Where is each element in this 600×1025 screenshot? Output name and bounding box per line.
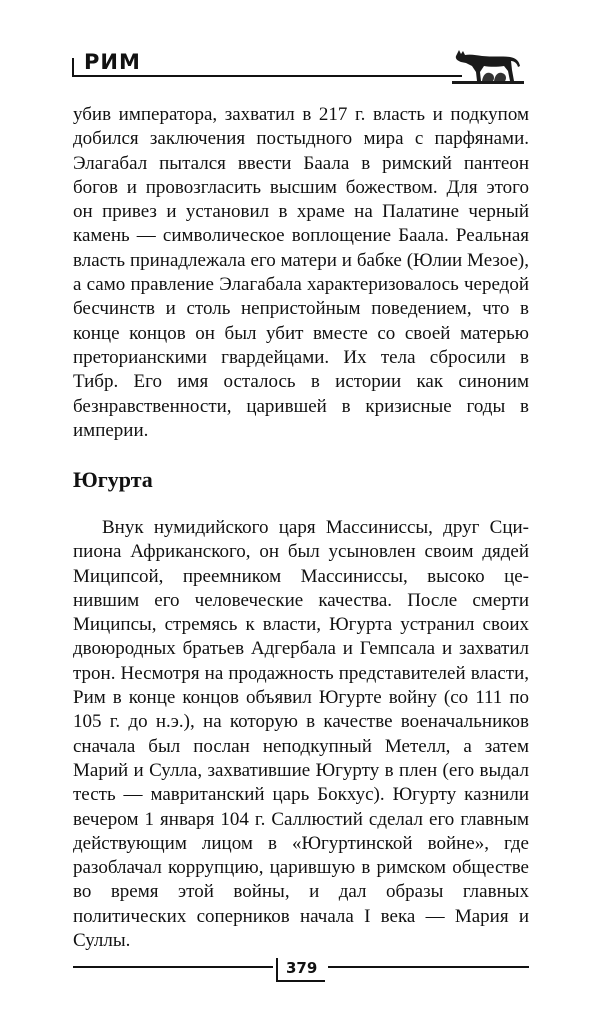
header-tick: [72, 58, 74, 76]
paragraph-text: убив императора, захватил в 217 г. власть и подкупом добился заключения постыдного мира с парфянами. Элагабал пытался ввести Баала в римский пантеон богов и провозгласить высшим божеством. Для этого он привез и установил в храме на Палатине черный камень — символическое воплощение Баала. Реальная власть принадлежала его матери и бабке (Юлии Мезое), а само правление Элагабала характеризовалось чередой бесчинств и столь непристойным поведением, что в конце концов он был убит вместе со своей матерью преторианскими гвардейцами. Их тела сбросили в Тибр. Его имя осталось в истории как синоним безнравственности, царившей в кризисные годы в империи.: [73, 104, 529, 441]
footer-rule-right: [328, 966, 529, 968]
footer-rule-left: [73, 966, 273, 968]
page-footer: [73, 958, 529, 988]
page-number-box: [276, 958, 325, 982]
capitoline-wolf-icon: [452, 44, 524, 84]
paragraph-text: Внук нумидийского царя Массиниссы, друг Сципиона Африканского, он был усыновлен своим дядей Миципсой, преемником Массиниссы, высоко ценившим его человеческие качества. После смерти Миципсы, стремясь к власти, Югурта устранил своих двоюродных братьев Адгербала и Гемпсала и захватил трон. Несмотря на продажность представителей власти, Рим в конце концов объявил Югурте войну (со 111 по 105 г. до н.э.), на которую в качестве военачальников сначала был послан неподкупный Метелл, а затем Марий и Сулла, захватившие Югурту в плен (его выдал тесть — мавританский царь Бокхус). Югурту казнили вечером 1 января 104 г. Саллюстий сделал его главным действующим лицом в «Югуртинской войне», где разоблачал коррупцию, царившую в римском обществе во время этой войны, и дал образы главных политических соперников начала I века — Мария и Суллы.: [73, 517, 529, 952]
page-number: 379: [286, 959, 318, 977]
section-paragraph: [73, 103, 529, 443]
section-paragraph: [73, 516, 529, 953]
header-rule: [72, 75, 462, 77]
section-heading: Югурта: [73, 467, 153, 492]
running-header: [72, 44, 532, 84]
header-title: РИМ: [84, 50, 141, 74]
